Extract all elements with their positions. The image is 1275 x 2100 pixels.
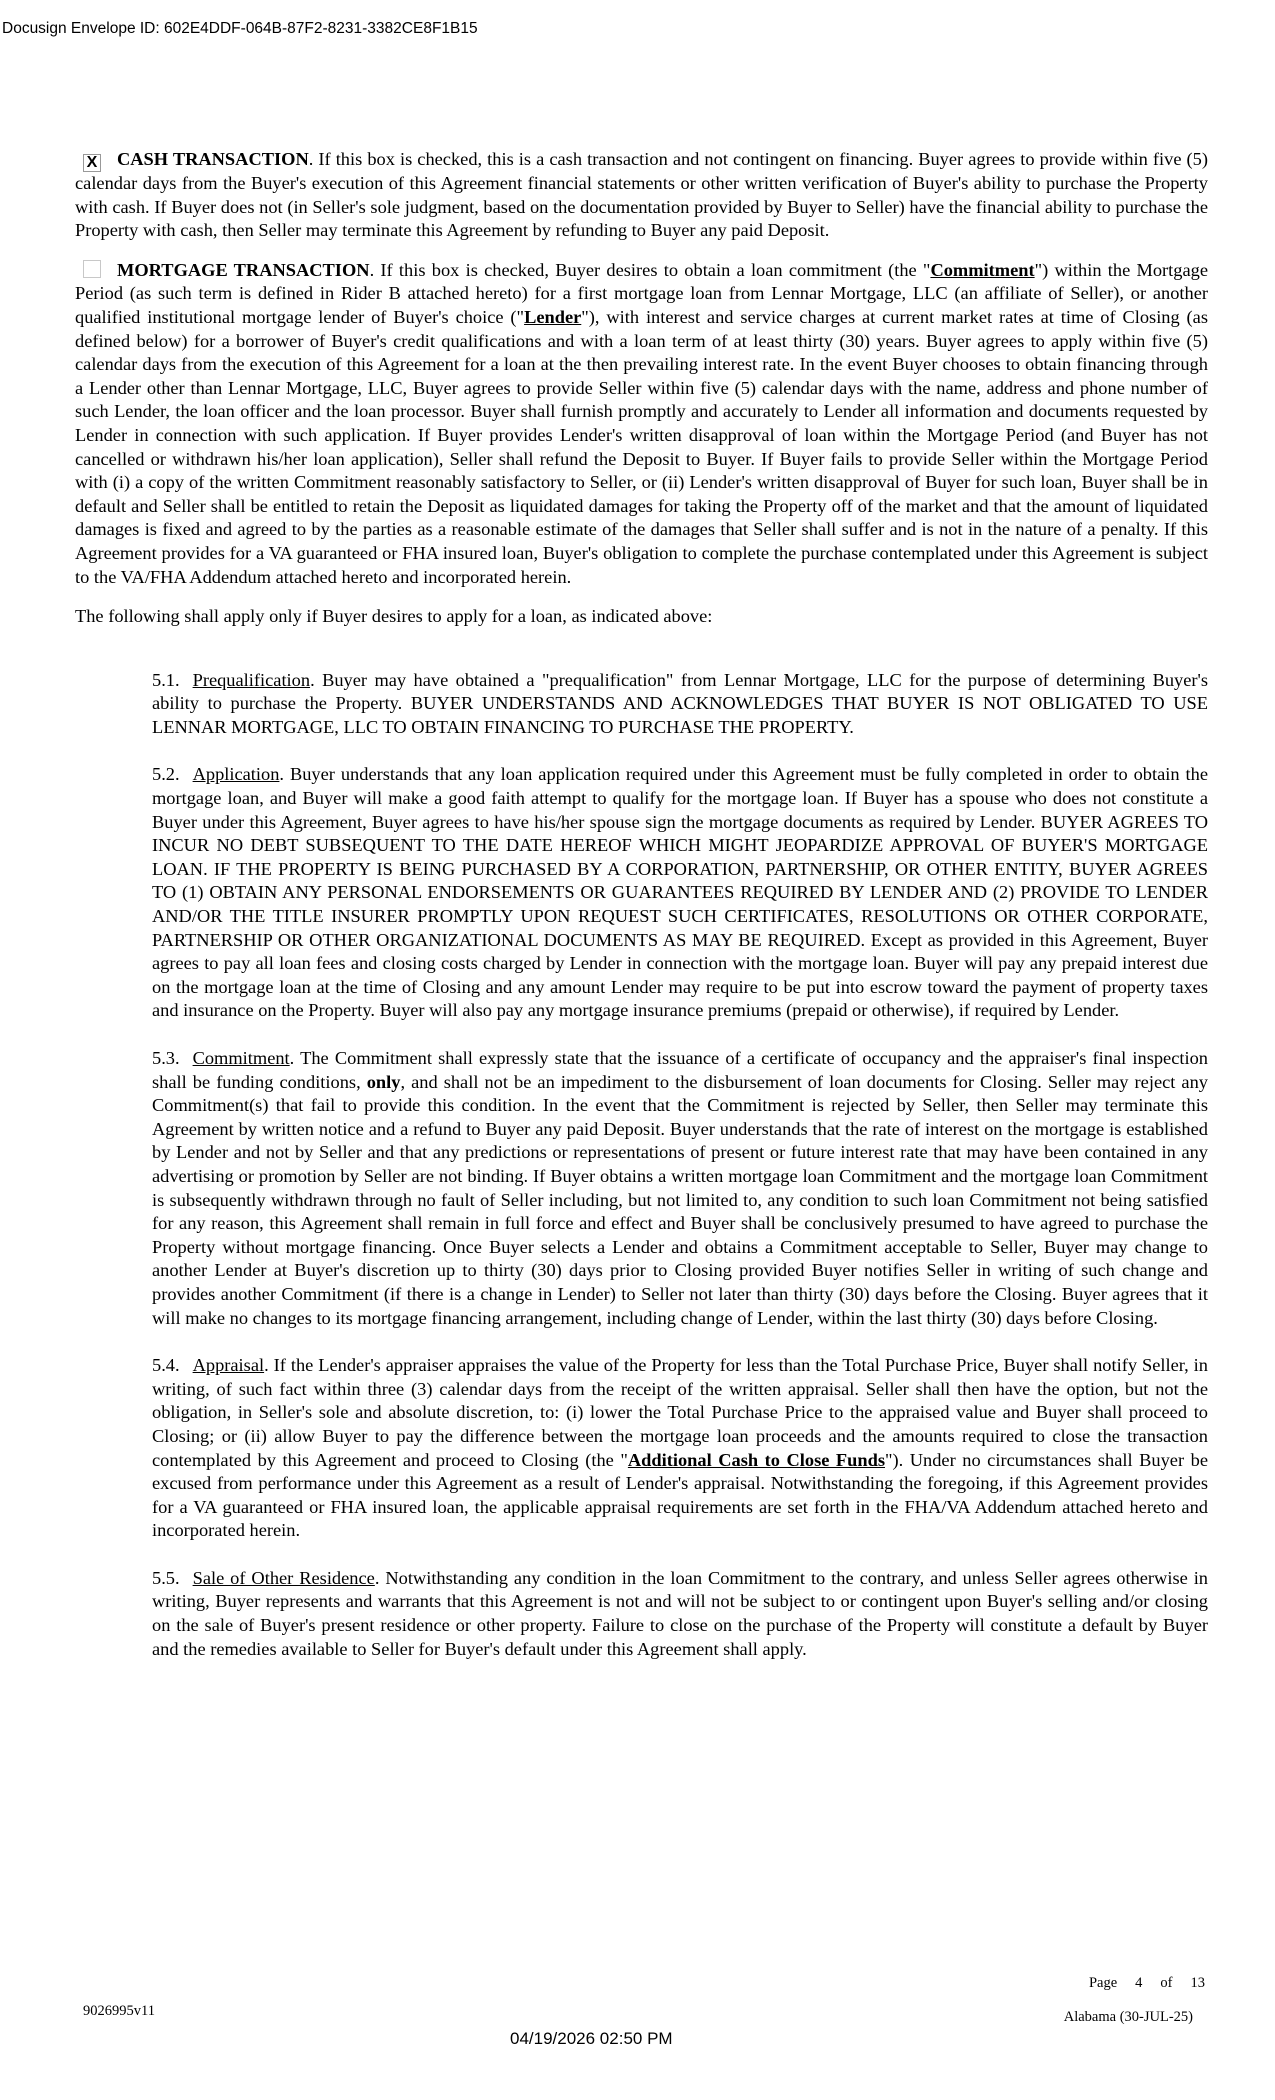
loan-intro-text: The following shall apply only if Buyer desires to apply for a loan, as indicated above: (75, 606, 713, 627)
mortgage-transaction-checkbox[interactable] (83, 260, 101, 278)
section-5-5 (152, 1567, 1208, 1661)
section-title: Application (192, 764, 280, 785)
section-title: Commitment (192, 1048, 290, 1068)
section-5-1 (152, 669, 1208, 740)
page-label: Page (1088, 1975, 1118, 1991)
section-text: . Notwithstanding any condition in the loan Commitment to the contrary, and unless Seller agrees otherwise in writing, Buyer represents and warrants that this Agreement is not and will not be subject to or contingent upon Buyer's selling and/or closing on the sale of Buyer's present residence or other property. Failure to close on the purchase of the Property will constitute a default by Buyer and the remedies available to Seller for Buyer's default under this Agreement shall apply. (152, 1567, 1208, 1659)
section-text-2: , and shall not be an impediment to the disbursement of loan documents for Closing. Seller may reject any Commitment(s) that fail to provide this condition. In the event that the Commitment is rejected by Seller, then Seller may terminate this Agreement by written notice and a refund to Buyer any paid Deposit. Buyer understands that the rate of interest on the mortgage is established by Lender and not by Seller and that any predictions or representations of present or future interest rate that may have been contained in any advertising or promotion by Seller are not binding. If Buyer obtains a written mortgage loan Commitment and the mortgage loan Commitment is subsequently withdrawn through no fault of Seller including, but not limited to, any condition to such loan Commitment not being satisfied for any reason, this Agreement shall remain in full force and effect and Buyer shall be conclusively presumed to have agreed to purchase the Property without mortgage financing. Once Buyer selects a Lender and obtains a Commitment acceptable to Seller, Buyer may change to another Lender at Buyer's discretion up to thirty (30) days prior to Closing provided Buyer notifies Seller in writing of such change and provides another Commitment (if there is a change in Lender) to Seller not later than thirty (30) days before the Closing. Buyer agrees that it will make no changes to its mortgage financing arrangement, including change of Lender, within the last thirty (30) days before Closing. (152, 1071, 1208, 1328)
cash-transaction-checkbox[interactable]: X (83, 154, 101, 172)
mortgage-text-3: "), with interest and service charges at current market rates at time of Closing (as defined below) for a borrower of Buyer's credit qualifications and with a loan term of at least thirty (30) years. Buyer agrees to apply within five (5) calendar days from the execution of this Agreement for a loan at the then prevailing interest rate. In the event Buyer chooses to obtain financing through a Lender other than Lennar Mortgage, LLC, Buyer agrees to provide Seller within five (5) calendar days with the name, address and phone number of such Lender, the loan officer and the loan processor. Buyer shall furnish promptly and accurately to Lender all information and documents requested by Lender in connection with such application. If Buyer provides Lender's written disapproval of loan within the Mortgage Period (and Buyer has not cancelled or withdrawn his/her loan application), Seller shall refund the Deposit to Buyer. If Buyer fails to provide Seller within the Mortgage Period with (i) a copy of the written Commitment reasonably satisfactory to Seller, or (ii) Lender's written disapproval of Buyer for such loan, Buyer shall be in default and Seller shall be entitled to retain the Deposit as liquidated damages for taking the Property off of the market and that the amount of liquidated damages is fixed and agreed to by the parties as a reasonable estimate of the damages that Seller shall suffer and is not in the nature of a penalty. If this Agreement provides for a VA guaranteed or FHA insured loan, Buyer's obligation to complete the purchase contemplated under this Agreement is subject to the VA/FHA Addendum attached hereto and incorporated herein. (75, 306, 1208, 587)
section-title: Appraisal (192, 1355, 265, 1376)
state-form-version: Alabama (30-JUL-25) (1063, 2009, 1193, 2025)
section-number: 5.4. (152, 1355, 180, 1376)
timestamp: 04/19/2026 02:50 PM (510, 2029, 673, 2048)
cash-transaction-paragraph (75, 148, 1208, 243)
lender-term: Lender (524, 306, 582, 327)
section-number: 5.2. (152, 764, 180, 785)
document-body (75, 148, 1208, 1685)
page-number (1089, 1975, 1205, 1992)
section-number: 5.1. (152, 669, 180, 690)
mortgage-text-1: . If this box is checked, Buyer desires to obtain a loan commitment (the " (369, 259, 931, 280)
commitment-term: Commitment (930, 259, 1035, 280)
mortgage-text-2: ") within the Mortgage Period (as such term is defined in Rider B attached hereto) for a first mortgage loan from Lennar Mortgage, LLC (an affiliate of Seller), or another qualified institutional mortgage lender of Buyer's choice (" (75, 259, 1208, 327)
additional-cash-term: Additional Cash to Close Funds (627, 1449, 885, 1470)
section-title: Sale of Other Residence (192, 1567, 375, 1588)
section-text-1: . If the Lender's appraiser appraises the value of the Property for less than the Total Purchase Price, Buyer shall notify Seller, in writing, of such fact within three (3) calendar days from the receipt of the written appraisal. Seller shall then have the option, but not the obligation, in Seller's sole and absolute discretion, to: (i) lower the Total Purchase Price to the appraised value and Buyer shall proceed to Closing; or (ii) allow Buyer to pay the difference between the mortgage loan proceeds and the amounts required to close the transaction contemplated by this Agreement and proceed to Closing (the " (152, 1355, 1208, 1470)
mortgage-transaction-paragraph (75, 259, 1208, 589)
section-5-3 (152, 1047, 1208, 1330)
section-text-2: "). Under no circumstances shall Buyer be excused from performance under this Agreement as a result of Lender's appraisal. Notwithstanding the foregoing, if this Agreement provides for a VA guaranteed or FHA insured loan, the applicable appraisal requirements are set forth in the FHA/VA Addendum attached hereto and incorporated herein. (152, 1449, 1208, 1541)
envelope-id: Docusign Envelope ID: 602E4DDF-064B-87F2-8231-3382CE8F1B15 (2, 20, 478, 37)
page-current: 4 (1135, 1975, 1143, 1991)
document-id: 9026995v11 (83, 2003, 155, 2019)
section-text: . Buyer understands that any loan application required under this Agreement must be fully completed in order to obtain the mortgage loan, and Buyer will make a good faith attempt to qualify for the mortgage loan. If Buyer has a spouse who does not constitute a Buyer under this Agreement, Buyer agrees to have his/her spouse sign the mortgage documents as required by Lender. BUYER AGREES TO INCUR NO DEBT SUBSEQUENT TO THE DATE HEREOF WHICH MIGHT JEOPARDIZE APPROVAL OF BUYER'S MORTGAGE LOAN. IF THE PROPERTY IS BEING PURCHASED BY A CORPORATION, PARTNERSHIP, OR OTHER ENTITY, BUYER AGREES TO (1) OBTAIN ANY PERSONAL ENDORSEMENTS OR GUARANTEES REQUIRED BY LENDER AND (2) PROVIDE TO LENDER AND/OR THE TITLE INSURER PROMPTLY UPON REQUEST SUCH CERTIFICATES, RESOLUTIONS OR OTHER CORPORATE, PARTNERSHIP OR OTHER ORGANIZATIONAL DOCUMENTS AS MAY BE REQUIRED. Except as provided in this Agreement, Buyer agrees to pay all loan fees and closing costs charged by Lender in connection with the mortgage loan. Buyer will pay any prepaid interest due on the mortgage loan at the time of Closing and any amount Lender may require to be put into escrow toward the payment of property taxes and insurance on the Property. Buyer will also pay any mortgage insurance premiums (prepaid or otherwise), if required by Lender. (152, 764, 1208, 1021)
section-number: 5.3. (152, 1048, 180, 1068)
section-bold-word: only (366, 1071, 401, 1092)
section-text-1: . The Commitment shall expressly state that the issuance of a certificate of occupancy and the appraiser's final inspection shall be funding conditions, (152, 1048, 1208, 1092)
cash-transaction-heading: CASH TRANSACTION (117, 149, 309, 169)
section-5-2 (152, 763, 1208, 1023)
section-title: Prequalification (192, 669, 311, 690)
page-total: 13 (1190, 1975, 1205, 1991)
cash-transaction-text: . If this box is checked, this is a cash transaction and not contingent on financing. Buyer agrees to provide within five (5) calendar days from the Buyer's execution of this Agreement financial statements or other written verification of Buyer's ability to purchase the Property with cash. If Buyer does not (in Seller's sole judgment, based on the documentation provided by Buyer to Seller) have the financial ability to purchase the Property with cash, then Seller may terminate this Agreement by refunding to Buyer any paid Deposit. (75, 149, 1208, 241)
page-of-label: of (1160, 1975, 1173, 1991)
mortgage-transaction-heading: MORTGAGE TRANSACTION (117, 259, 370, 280)
section-text: . Buyer may have obtained a "prequalification" from Lennar Mortgage, LLC for the purpose of determining Buyer's ability to purchase the Property. BUYER UNDERSTANDS AND ACKNOWLEDGES THAT BUYER IS NOT OBLIGATED TO USE LENNAR MORTGAGE, LLC TO OBTAIN FINANCING TO PURCHASE THE PROPERTY. (152, 669, 1208, 737)
section-number: 5.5. (152, 1567, 180, 1588)
section-5-4 (152, 1354, 1208, 1543)
